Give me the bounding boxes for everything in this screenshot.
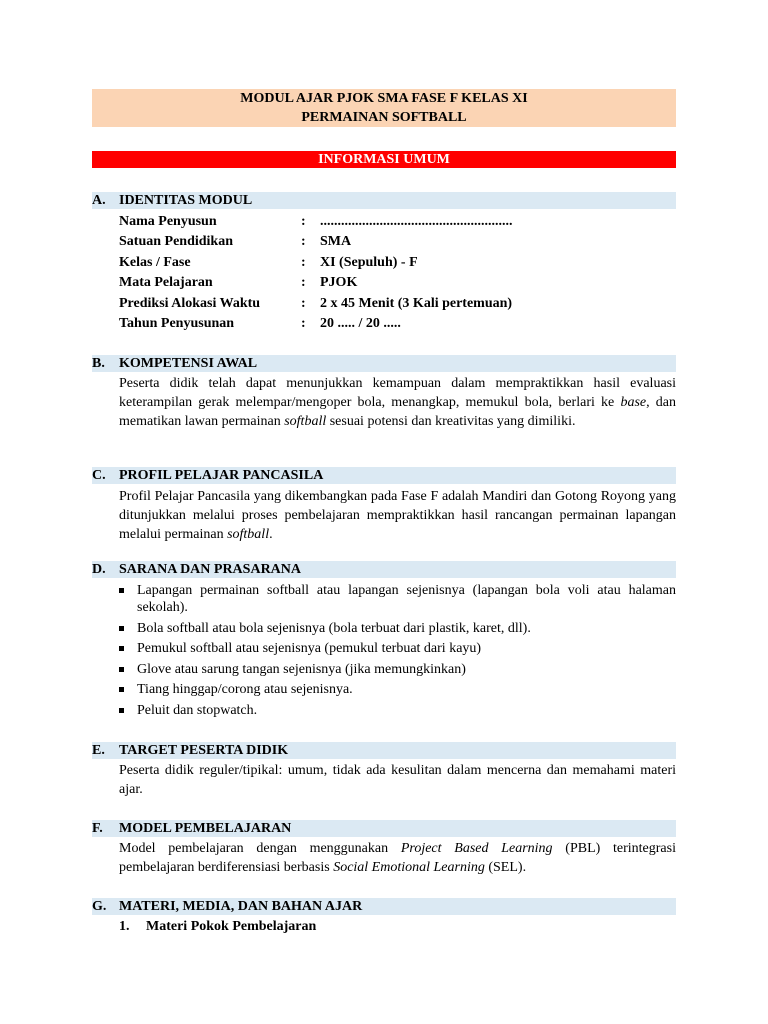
section-letter: B. xyxy=(92,356,105,371)
section-letter: F. xyxy=(92,821,103,836)
target-peserta-paragraph: Peserta didik reguler/tipikal: umum, tidak ada kesulitan dalam mencerna dan memahami materi ajar. xyxy=(119,763,676,798)
section-letter: D. xyxy=(92,562,106,577)
section-c-heading xyxy=(92,467,676,484)
section-letter: C. xyxy=(92,468,106,483)
section-d-heading xyxy=(92,561,676,578)
bullet-square-icon xyxy=(119,708,124,713)
list-item: Tiang hinggap/corong atau sejenisnya. xyxy=(119,681,676,698)
document-title-line2: PERMAINAN SOFTBALL xyxy=(301,110,467,125)
identity-label: Kelas / Fase xyxy=(119,254,191,270)
identity-label: Nama Penyusun xyxy=(119,214,217,229)
list-item: Glove atau sarung tangan sejenisnya (jika memungkinkan) xyxy=(119,661,676,678)
identity-label: Tahun Penyusunan xyxy=(119,315,235,331)
profil-pancasila-paragraph: Profil Pelajar Pancasila yang dikembangkan pada Fase F adalah Mandiri dan Gotong Royong yang ditunjukkan melalui proses pembelajaran mempraktikkan hasil rancangan permainan lapangan melalui permainan softball. xyxy=(119,489,676,543)
identity-row xyxy=(119,294,676,314)
identity-label: Prediksi Alokasi Waktu xyxy=(119,295,261,311)
item-number: 1. xyxy=(119,919,130,934)
section-f-heading xyxy=(92,820,676,837)
identity-row xyxy=(119,314,676,334)
section-title: KOMPETENSI AWAL xyxy=(119,356,258,371)
section-title: SARANA DAN PRASARANA xyxy=(119,562,302,577)
identity-value: 2 x 45 Menit (3 Kali pertemuan) xyxy=(320,295,513,311)
list-item: Bola softball atau bola sejenisnya (bola terbuat dari plastik, karet, dll). xyxy=(119,620,676,637)
document-title-line1: MODUL AJAR PJOK SMA FASE F KELAS XI xyxy=(240,91,528,106)
info-umum-bar: INFORMASI UMUM xyxy=(92,151,676,168)
identity-row xyxy=(119,212,676,232)
identity-colon: : xyxy=(301,254,306,270)
section-b-heading xyxy=(92,355,676,372)
sarana-list xyxy=(119,582,676,722)
document-title-box xyxy=(92,89,676,127)
section-title: TARGET PESERTA DIDIK xyxy=(119,743,289,758)
section-e-heading xyxy=(92,742,676,759)
list-item: Pemukul softball atau sejenisnya (pemukul terbuat dari kayu) xyxy=(119,640,676,657)
kompetensi-awal-paragraph: Peserta didik telah dapat menunjukkan kemampuan dalam mempraktikkan hasil evaluasi keterampilan gerak melempar/mengoper bola, menangkap, memukul bola, berlari ke base, dan mematikan lawan permainan softball sesuai potensi dan kreativitas yang dimiliki. xyxy=(119,376,676,430)
section-title: MATERI, MEDIA, DAN BAHAN AJAR xyxy=(119,899,363,914)
item-title: Materi Pokok Pembelajaran xyxy=(146,919,317,934)
bullet-square-icon xyxy=(119,667,124,672)
section-letter: A. xyxy=(92,193,106,208)
identity-colon: : xyxy=(301,315,306,331)
identity-colon: : xyxy=(301,234,306,250)
identity-colon: : xyxy=(301,275,306,291)
section-g-heading xyxy=(92,898,676,915)
section-title: PROFIL PELAJAR PANCASILA xyxy=(119,468,324,483)
list-item: Peluit dan stopwatch. xyxy=(119,702,676,719)
bullet-square-icon xyxy=(119,588,124,593)
section-letter: E. xyxy=(92,743,105,758)
identity-value: PJOK xyxy=(320,275,358,291)
identity-value: XI (Sepuluh) - F xyxy=(320,254,418,270)
bullet-square-icon xyxy=(119,646,124,651)
bullet-square-icon xyxy=(119,626,124,631)
identity-row xyxy=(119,253,676,273)
identity-value: 20 ..... / 20 ..... xyxy=(320,315,401,331)
identity-label: Mata Pelajaran xyxy=(119,275,213,291)
bullet-square-icon xyxy=(119,687,124,692)
section-letter: G. xyxy=(92,899,107,914)
list-item: Lapangan permainan softball atau lapangan sejenisnya (lapangan bola voli atau halaman sekolah). xyxy=(119,582,676,616)
identity-colon: : xyxy=(301,214,306,229)
identity-value: SMA xyxy=(320,234,352,250)
identity-value: ....................................................... xyxy=(320,214,513,229)
section-title: IDENTITAS MODUL xyxy=(119,193,253,208)
identity-row xyxy=(119,232,676,252)
section-a-heading xyxy=(92,192,676,209)
identity-label: Satuan Pendidikan xyxy=(119,234,233,250)
identity-row xyxy=(119,273,676,293)
section-title: MODEL PEMBELAJARAN xyxy=(119,821,292,836)
model-pembelajaran-paragraph: Model pembelajaran dengan menggunakan Project Based Learning (PBL) terintegrasi pembelajaran berdiferensiasi berbasis Social Emotional Learning (SEL). xyxy=(119,841,676,876)
identity-colon: : xyxy=(301,295,306,311)
identity-table xyxy=(119,212,676,334)
